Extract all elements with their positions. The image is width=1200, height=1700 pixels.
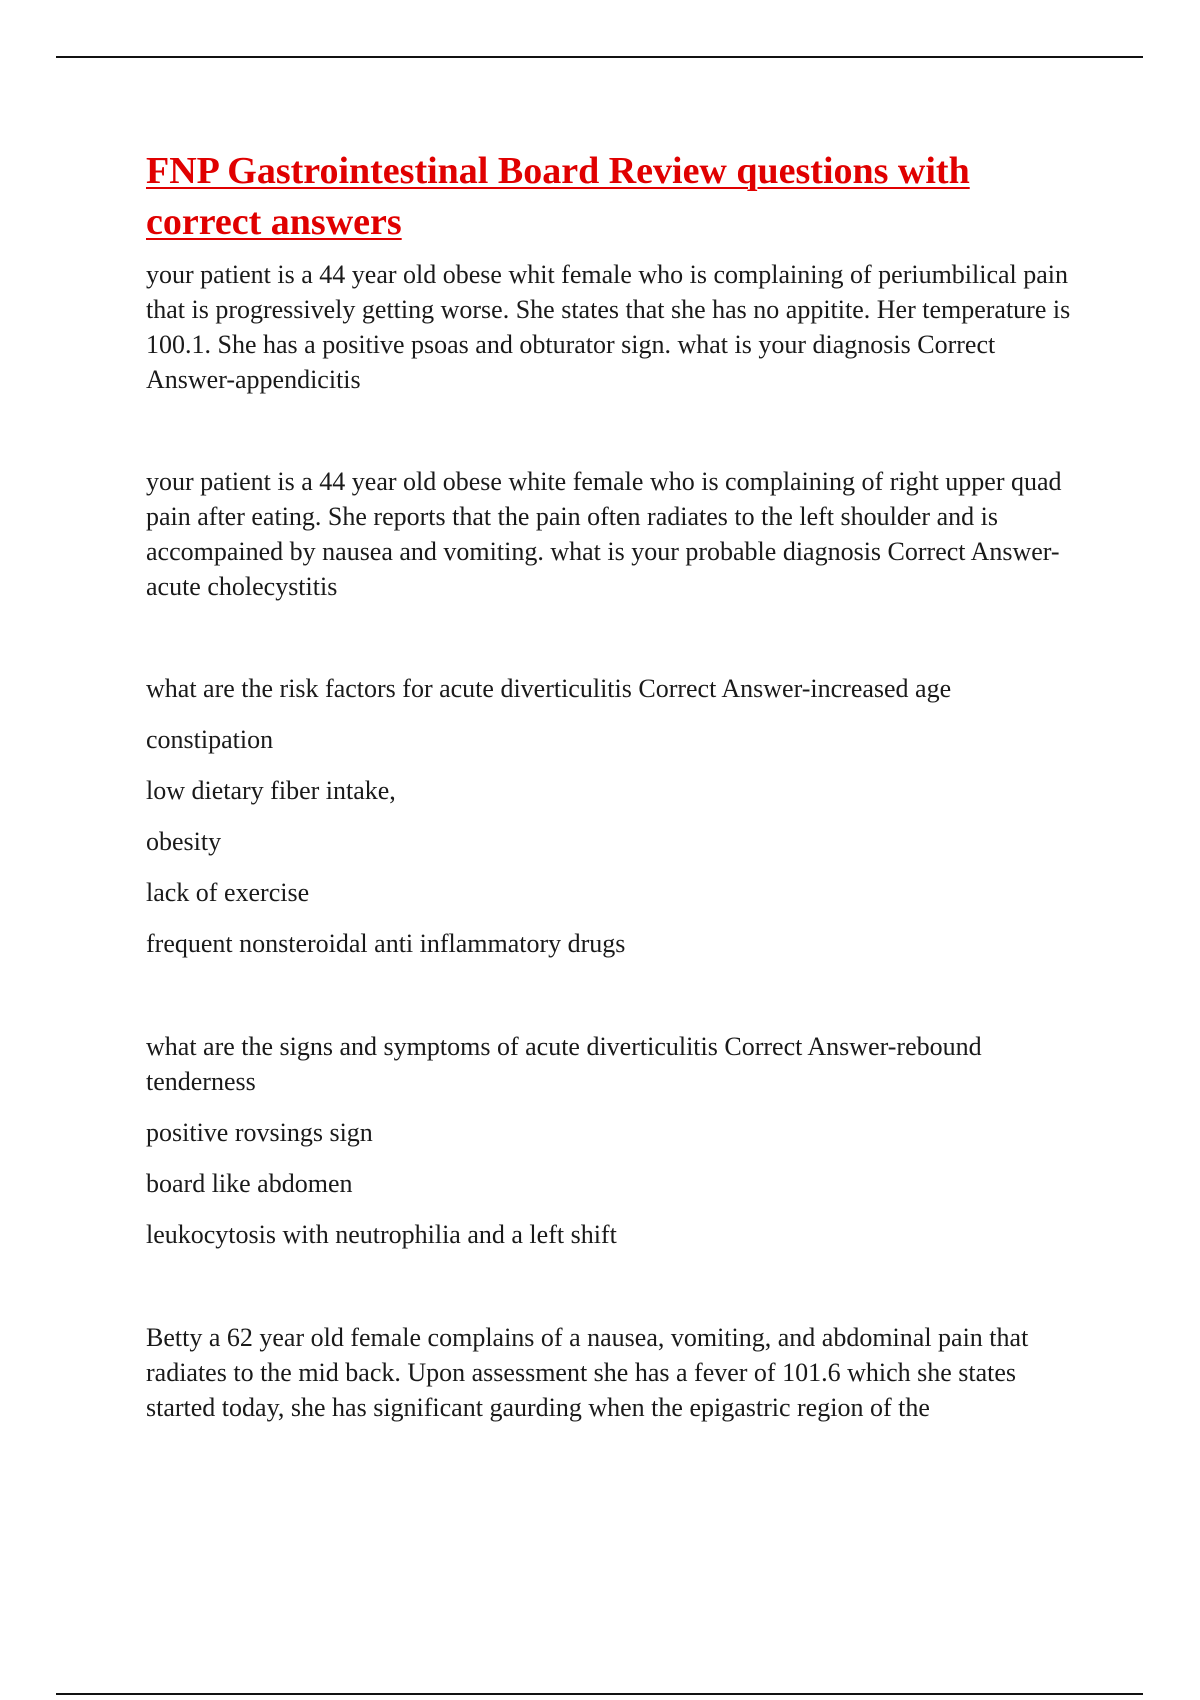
question-3-lead: what are the risk factors for acute diverticulitis Correct Answer-increased age: [146, 674, 952, 703]
list-item: leukocytosis with neutrophilia and a left shift: [146, 1220, 617, 1249]
question-5: Betty a 62 year old female complains of a nausea, vomiting, and abdominal pain that radiates to the mid back. Upon assessment she has a fever of 101.6 which she states started today, she has significant gaurding when the epigastric region of the: [146, 1323, 1029, 1422]
list-item: constipation: [146, 725, 274, 754]
list-item: lack of exercise: [146, 878, 310, 907]
list-item: positive rovsings sign: [146, 1118, 373, 1147]
list-item: low dietary fiber intake,: [146, 776, 396, 805]
question-1: your patient is a 44 year old obese whit female who is complaining of periumbilical pain that is progressively getting worse. She states that she has no appitite. Her temperature is 100.1. She has a positive psoas and obturator sign. what is your diagnosis Correct Answer-appendicitis: [146, 260, 1071, 394]
question-4-lead: what are the signs and symptoms of acute diverticulitis Correct Answer-rebound tenderness: [146, 1032, 982, 1096]
question-2: your patient is a 44 year old obese white female who is complaining of right upper quad pain after eating. She reports that the pain often radiates to the left shoulder and is accompained by nausea and vomiting. what is your probable diagnosis Correct Answer-acute cholecystitis: [146, 467, 1062, 601]
document-body: [146, 146, 1086, 1425]
footer-rule: [56, 1693, 1143, 1695]
document-title: FNP Gastrointestinal Board Review questions with correct answers: [146, 150, 970, 243]
list-item: frequent nonsteroidal anti inflammatory drugs: [146, 929, 626, 958]
list-item: obesity: [146, 827, 222, 856]
list-item: board like abdomen: [146, 1169, 353, 1198]
header-rule: [56, 56, 1143, 58]
